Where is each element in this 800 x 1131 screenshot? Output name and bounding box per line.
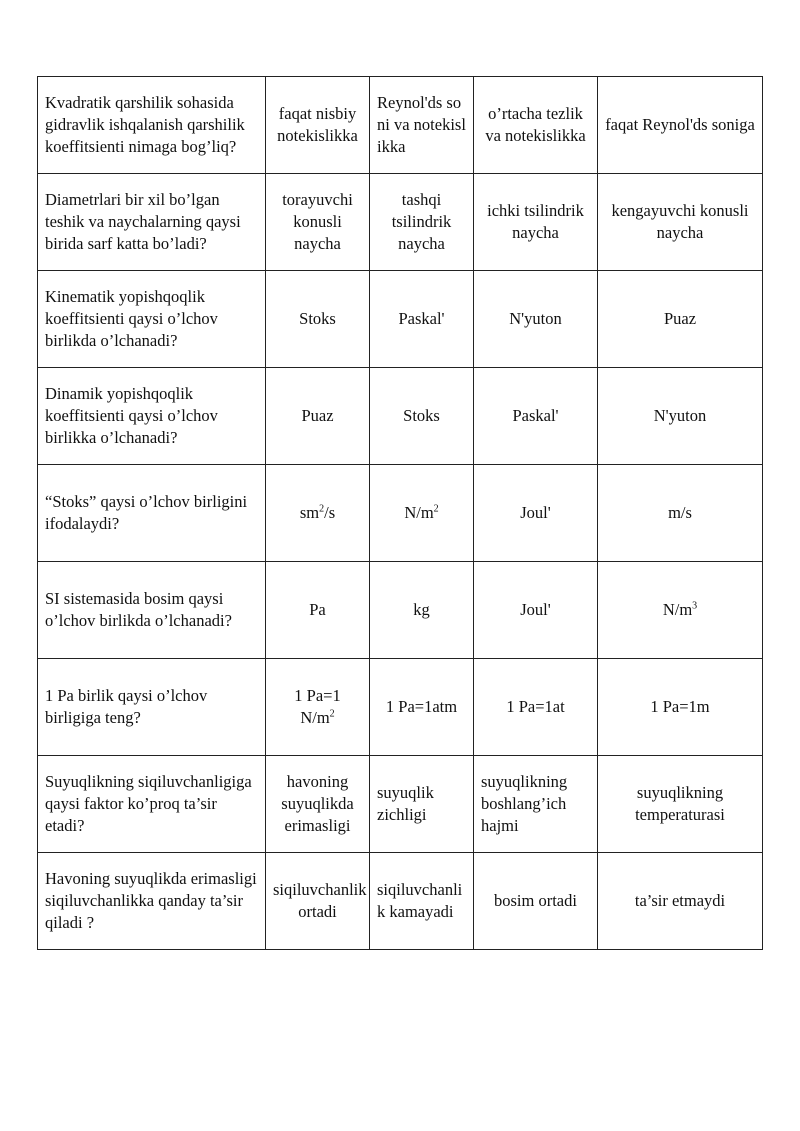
option-cell: havoning suyuqlikda erimasligi <box>266 756 370 853</box>
table-row <box>38 853 763 950</box>
option-cell: Pa <box>266 562 370 659</box>
table-row <box>38 271 763 368</box>
question-cell: Diametrlari bir xil bo’lgan teshik va naychalarning qaysi birida sarf katta bo’ladi? <box>38 174 266 271</box>
option-cell: faqat Reynol'ds soniga <box>598 77 763 174</box>
question-cell: Suyuqlikning siqiluvchanligiga qaysi faktor ko’proq ta’sir etadi? <box>38 756 266 853</box>
unit-superscript: 2 <box>319 503 325 515</box>
table-row <box>38 756 763 853</box>
option-cell: suyuqlikning boshlang’ich hajmi <box>474 756 598 853</box>
option-cell: torayuvchi konusli naycha <box>266 174 370 271</box>
option-cell: suyuqlikning temperaturasi <box>598 756 763 853</box>
question-cell: Kvadratik qarshilik sohasida gidravlik ishqalanish qarshilik koeffitsienti nimaga bog’liq? <box>38 77 266 174</box>
unit-base: sm <box>299 503 320 522</box>
option-cell: Stoks <box>370 368 474 465</box>
option-cell: m/s <box>598 465 763 562</box>
table-row <box>38 77 763 174</box>
option-cell: bosim ortadi <box>474 853 598 950</box>
option-cell: kengayuvchi konusli naycha <box>598 174 763 271</box>
question-cell: SI sistemasida bosim qaysi o’lchov birlikda o’lchanadi? <box>38 562 266 659</box>
option-cell: kg <box>370 562 474 659</box>
option-cell: Puaz <box>266 368 370 465</box>
option-cell: Paskal' <box>370 271 474 368</box>
question-cell: Kinematik yopishqoqlik koeffitsienti qaysi o’lchov birlikda o’lchanadi? <box>38 271 266 368</box>
unit-superscript: 2 <box>329 708 335 720</box>
question-cell: “Stoks” qaysi o’lchov birligini ifodalaydi? <box>38 465 266 562</box>
option-cell <box>598 562 763 659</box>
option-cell: Stoks <box>266 271 370 368</box>
quiz-table <box>37 76 763 950</box>
option-cell <box>266 659 370 756</box>
option-cell <box>266 465 370 562</box>
unit-base: N/m <box>662 600 693 619</box>
option-cell <box>370 465 474 562</box>
option-cell: Paskal' <box>474 368 598 465</box>
option-cell: Puaz <box>598 271 763 368</box>
table-row <box>38 562 763 659</box>
option-cell: suyuqlik zichligi <box>370 756 474 853</box>
unit-superscript: 3 <box>692 600 698 612</box>
question-cell: 1 Pa birlik qaysi o’lchov birligiga teng? <box>38 659 266 756</box>
option-cell: faqat nisbiy notekislikka <box>266 77 370 174</box>
table-row <box>38 465 763 562</box>
option-cell: siqiluvchanlik kamayadi <box>370 853 474 950</box>
option-cell: Joul' <box>474 562 598 659</box>
unit-line: 1 Pa=1 <box>294 686 341 705</box>
unit-base: N/m <box>404 503 434 522</box>
unit-superscript: 2 <box>433 503 439 515</box>
option-cell: siqiluvchanlik ortadi <box>266 853 370 950</box>
option-cell: 1 Pa=1m <box>598 659 763 756</box>
option-cell: o’rtacha tezlik va notekislikka <box>474 77 598 174</box>
question-cell: Havoning suyuqlikda erimasligi siqiluvchanlikka qanday ta’sir qiladi ? <box>38 853 266 950</box>
unit-rest: /s <box>324 503 336 522</box>
option-cell: 1 Pa=1atm <box>370 659 474 756</box>
option-cell: N'yuton <box>598 368 763 465</box>
option-cell: Joul' <box>474 465 598 562</box>
option-cell: ichki tsilindrik naycha <box>474 174 598 271</box>
table-row <box>38 174 763 271</box>
unit-base: N/m <box>300 708 330 727</box>
option-cell: Reynol'ds soni va notekislikka <box>370 77 474 174</box>
table-row <box>38 368 763 465</box>
option-cell: N'yuton <box>474 271 598 368</box>
question-cell: Dinamik yopishqoqlik koeffitsienti qaysi o’lchov birlikka o’lchanadi? <box>38 368 266 465</box>
option-cell: ta’sir etmaydi <box>598 853 763 950</box>
option-cell: 1 Pa=1at <box>474 659 598 756</box>
option-cell: tashqi tsilindrik naycha <box>370 174 474 271</box>
table-row <box>38 659 763 756</box>
